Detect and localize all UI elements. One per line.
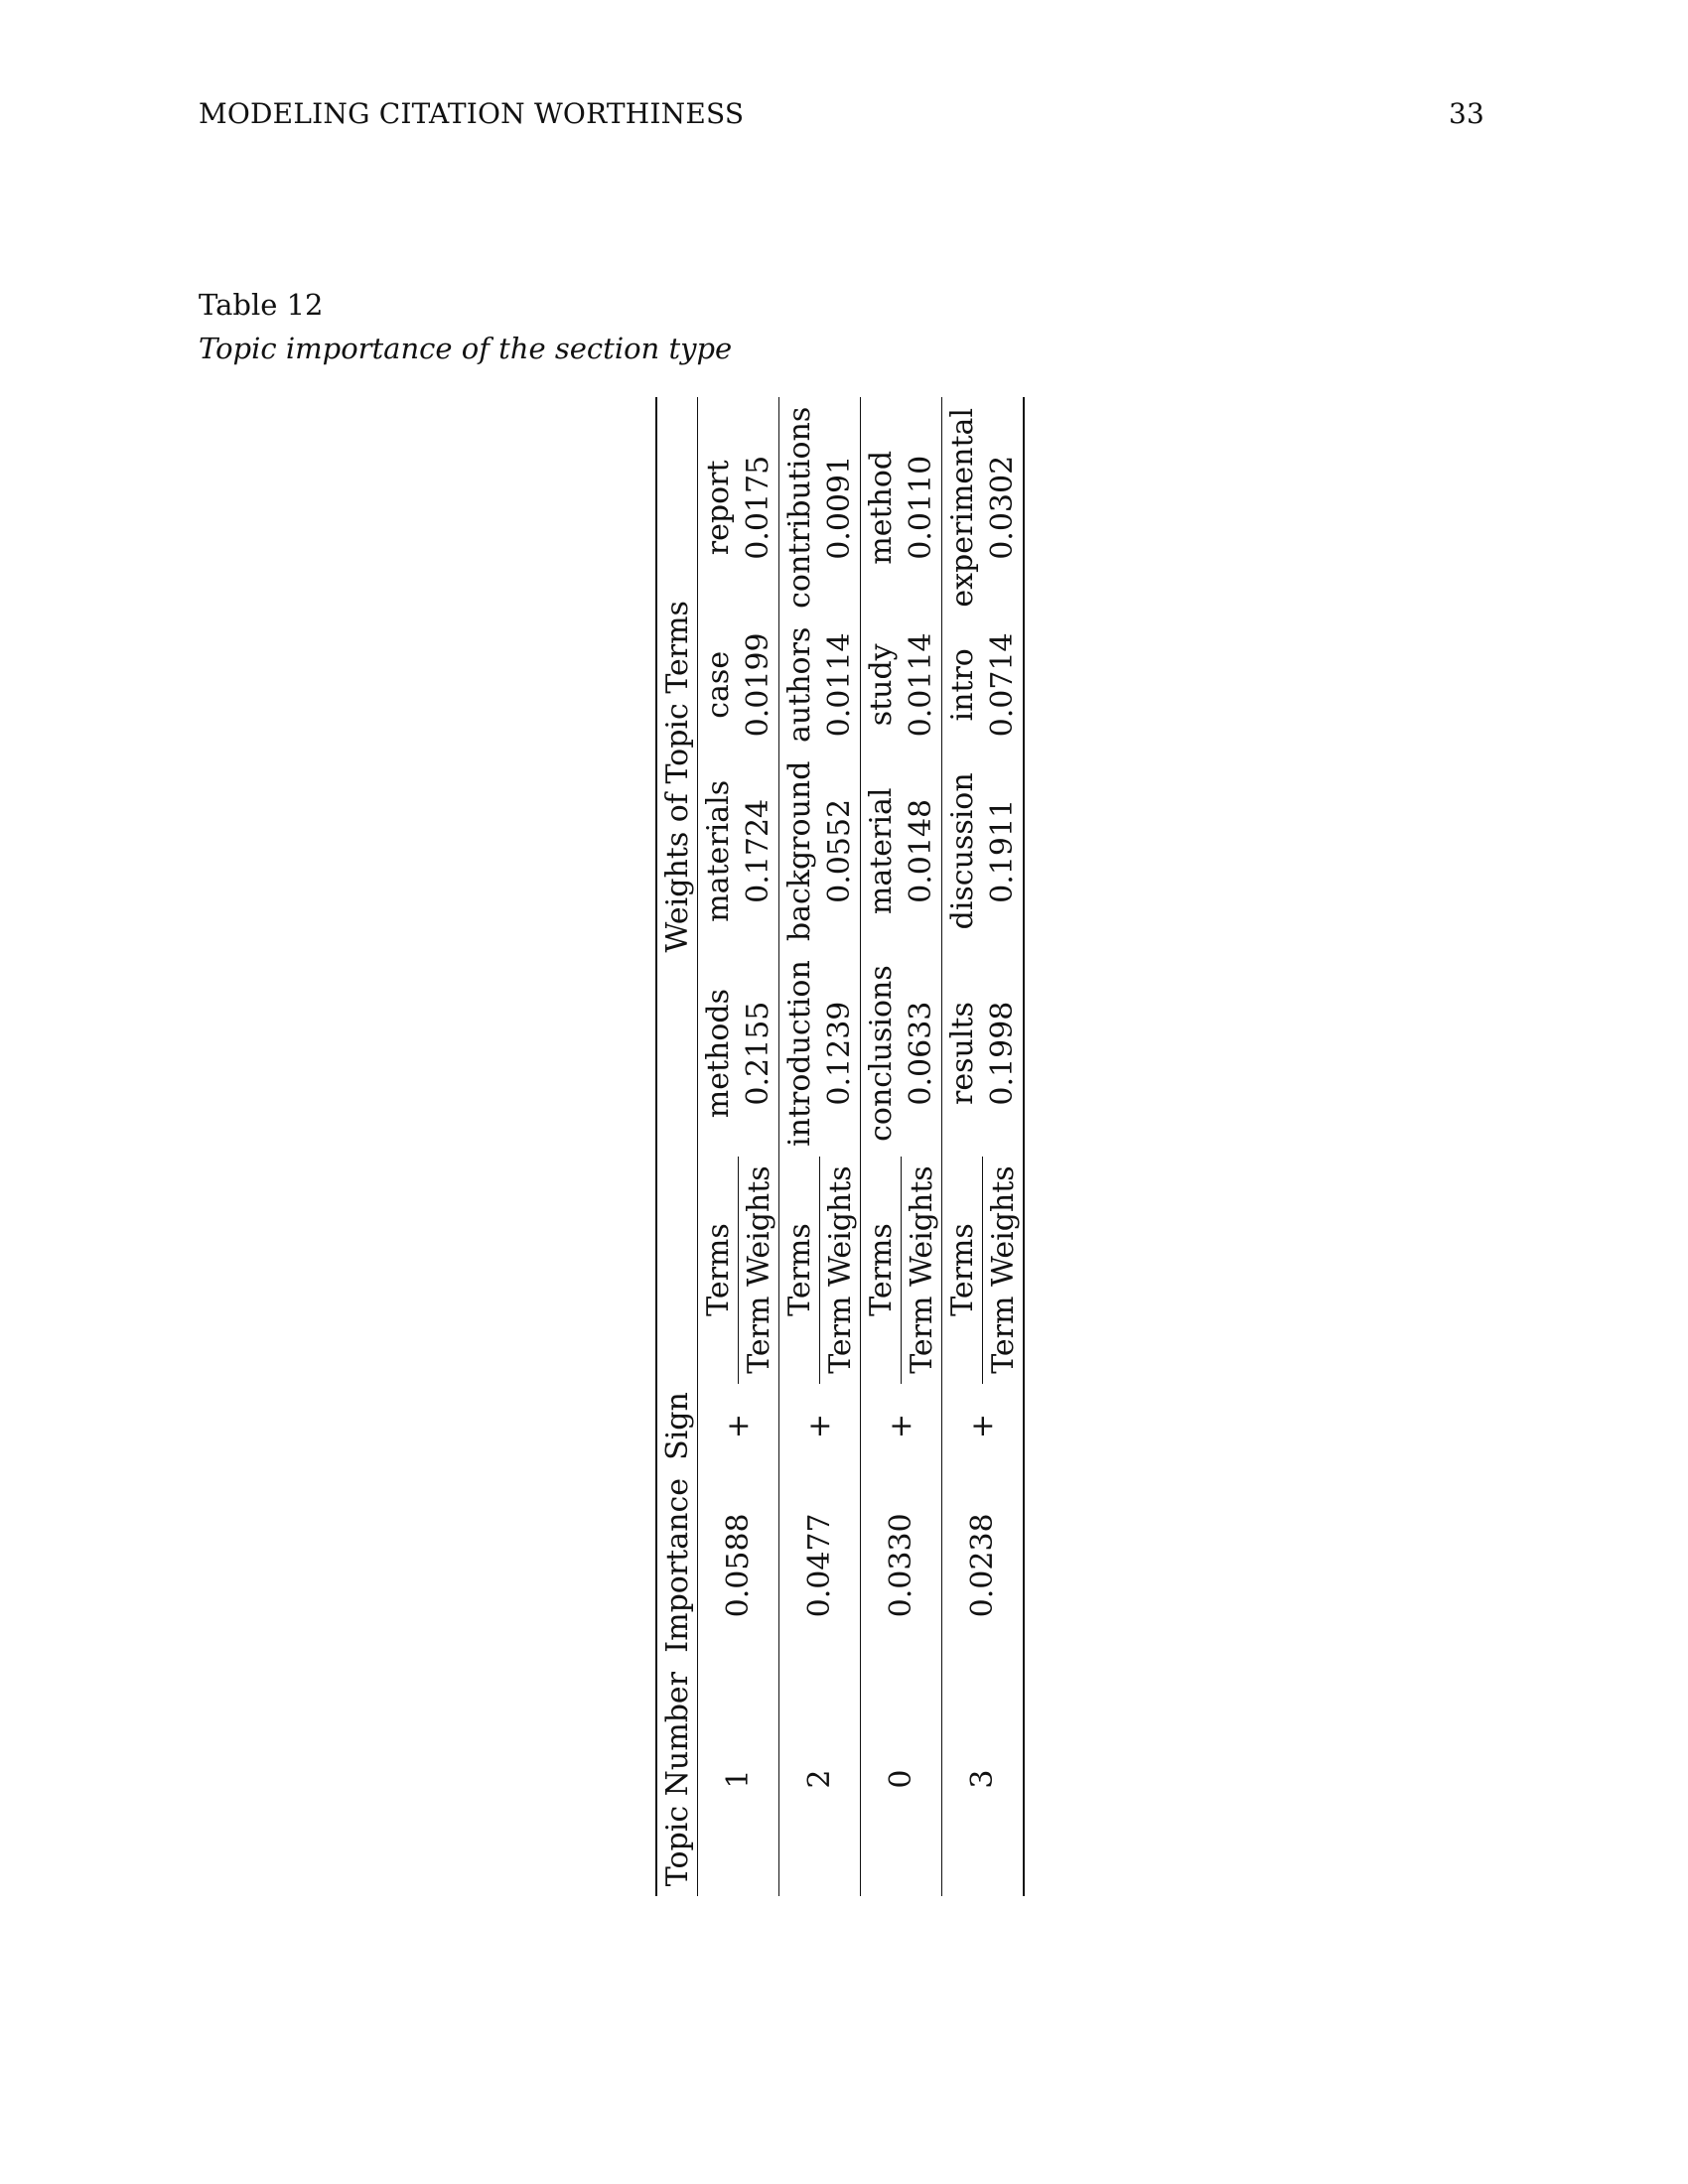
term-weight-cell: 0.0199 [741, 632, 776, 738]
term-weight-cell: 0.1724 [741, 798, 776, 903]
table-row-terms [861, 397, 902, 1896]
table-row-terms [779, 397, 820, 1896]
weights-label-cell: Term Weights [902, 1157, 942, 1384]
term-cell: report [698, 397, 739, 618]
running-head [199, 97, 1484, 130]
term-cell: results [942, 951, 983, 1157]
col-sign: Sign [659, 1392, 695, 1460]
topic-importance-table [655, 397, 1025, 1896]
table-caption [199, 283, 732, 370]
term-cell: contributions [779, 397, 820, 618]
importance-cell: 0.0588 [698, 1469, 779, 1663]
page-number: 33 [1448, 97, 1484, 130]
sign-cell: + [861, 1384, 942, 1469]
term-cell: intro [942, 618, 983, 751]
topic-number-cell: 0 [861, 1662, 942, 1896]
terms-label-cell: Terms [698, 1157, 739, 1384]
topic-number-cell: 2 [779, 1662, 861, 1896]
term-cell: background [779, 751, 820, 951]
running-title: MODELING CITATION WORTHINESS [199, 97, 745, 130]
terms-label-cell: Terms [861, 1157, 902, 1384]
sign-cell: + [942, 1384, 1025, 1469]
sign-cell: + [698, 1384, 779, 1469]
term-weight-cell: 0.0091 [822, 455, 858, 560]
term-weight-cell: 0.0302 [985, 455, 1021, 560]
term-weight-cell: 0.0714 [985, 632, 1021, 738]
term-cell: experimental [942, 397, 983, 618]
term-weight-cell: 0.1998 [985, 1001, 1021, 1106]
importance-cell: 0.0477 [779, 1469, 861, 1663]
term-weight-cell: 0.0114 [904, 632, 939, 738]
term-cell: materials [698, 751, 739, 951]
topic-number-cell: 1 [698, 1662, 779, 1896]
term-weight-cell: 0.0114 [822, 632, 858, 738]
topic-number-cell: 3 [942, 1662, 1025, 1896]
term-weight-cell: 0.1239 [822, 1001, 858, 1106]
term-cell: authors [779, 618, 820, 751]
table-label: Table 12 [199, 288, 324, 322]
weights-label-cell: Term Weights [739, 1157, 779, 1384]
col-label-spacer [656, 1157, 698, 1384]
term-weight-cell: 0.0110 [904, 455, 939, 560]
term-weight-cell: 0.0175 [741, 455, 776, 560]
sign-cell: + [779, 1384, 861, 1469]
term-cell: introduction [779, 951, 820, 1157]
table-row-terms [698, 397, 739, 1896]
terms-label-cell: Terms [942, 1157, 983, 1384]
term-cell: material [861, 751, 902, 951]
term-weight-cell: 0.0552 [822, 798, 858, 903]
term-cell: case [698, 618, 739, 751]
col-importance: Importance [659, 1477, 695, 1653]
term-weight-cell: 0.0633 [904, 1001, 939, 1106]
term-cell: conclusions [861, 951, 902, 1157]
term-cell: discussion [942, 751, 983, 951]
term-weight-cell: 0.1911 [985, 798, 1021, 903]
col-topic-number: Topic Number [659, 1672, 695, 1887]
importance-cell: 0.0330 [861, 1469, 942, 1663]
term-cell: method [861, 397, 902, 618]
table-row-terms [942, 397, 983, 1896]
importance-cell: 0.0238 [942, 1469, 1025, 1663]
term-cell: methods [698, 951, 739, 1157]
weights-label-cell: Term Weights [820, 1157, 861, 1384]
table-title: Topic importance of the section type [199, 332, 733, 365]
col-weights: Weights of Topic Terms [659, 601, 695, 953]
terms-label-cell: Terms [779, 1157, 820, 1384]
term-weight-cell: 0.2155 [741, 1001, 776, 1106]
term-cell: study [861, 618, 902, 751]
weights-label-cell: Term Weights [983, 1157, 1025, 1384]
rotated-table-container [655, 397, 1023, 1896]
term-weight-cell: 0.0148 [904, 798, 939, 903]
